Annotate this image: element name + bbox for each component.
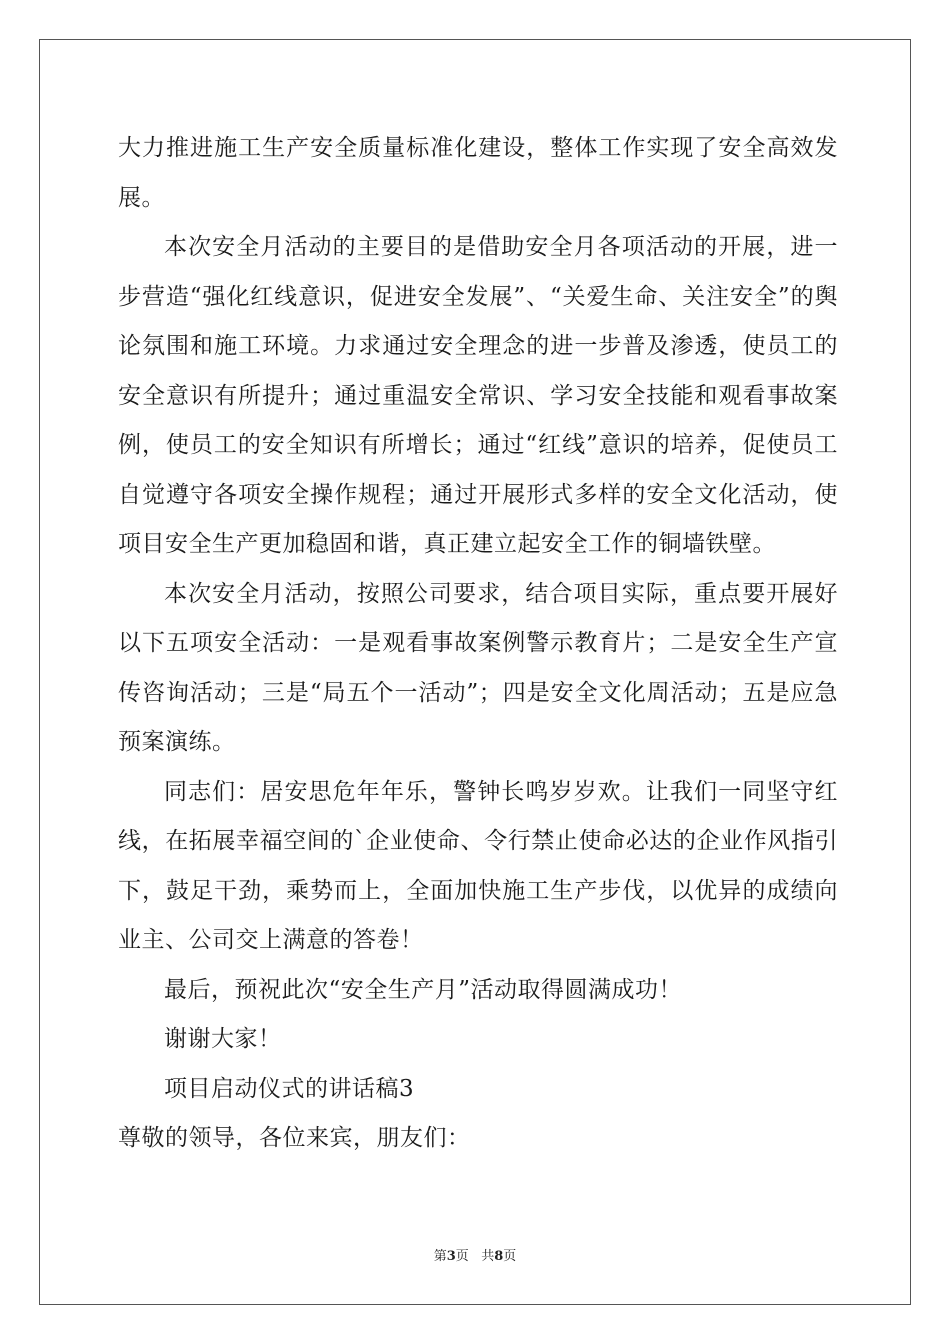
document-body [118,124,838,1164]
footer-total-suffix: 页 [503,1249,517,1264]
paragraph-4: 同志们：居安思危年年乐，警钟长鸣岁岁欢。让我们一同坚守红线，在拓展幸福空间的`企业使命、令行禁止使命必达的企业作风指引下，鼓足干劲，乘势而上，全面加快施工生产步伐，以优异的成绩向业主、公司交上满意的答卷！ [118,778,838,953]
paragraph-6: 谢谢大家！ [164,1026,282,1052]
footer-total-prefix: 共 [481,1249,495,1264]
total-page-number: 8 [494,1249,504,1264]
page-footer [0,1245,950,1264]
paragraph-5: 最后，预祝此次“安全生产月”活动取得圆满成功！ [164,976,683,1003]
paragraph-1: 大力推进施工生产安全质量标准化建设，整体工作实现了安全高效发展。 [118,135,838,211]
current-page-number: 3 [446,1249,456,1264]
section-title: 项目启动仪式的讲话稿3 [164,1075,415,1102]
footer-page-suffix: 页 [455,1249,469,1264]
salutation: 尊敬的领导，各位来宾，朋友们： [118,1125,471,1151]
footer-prefix: 第 [433,1249,447,1264]
paragraph-3: 本次安全月活动，按照公司要求，结合项目实际，重点要开展好以下五项安全活动：一是观看事故案例警示教育片；二是安全生产宣传咨询活动；三是“局五个一活动”；四是安全文化周活动；五是应急预案演练。 [118,580,838,755]
paragraph-2: 本次安全月活动的主要目的是借助安全月各项活动的开展，进一步营造“强化红线意识，促进安全发展”、“关爱生命、关注安全”的舆论氛围和施工环境。力求通过安全理念的进一步普及渗透，使员工的安全意识有所提升；通过重温安全常识、学习安全技能和观看事故案例，使员工的安全知识有所增长；通过“红线”意识的培养，促使员工自觉遵守各项安全操作规程；通过开展形式多样的安全文化活动，使项目安全生产更加稳固和谐，真正建立起安全工作的铜墙铁壁。 [118,234,838,557]
